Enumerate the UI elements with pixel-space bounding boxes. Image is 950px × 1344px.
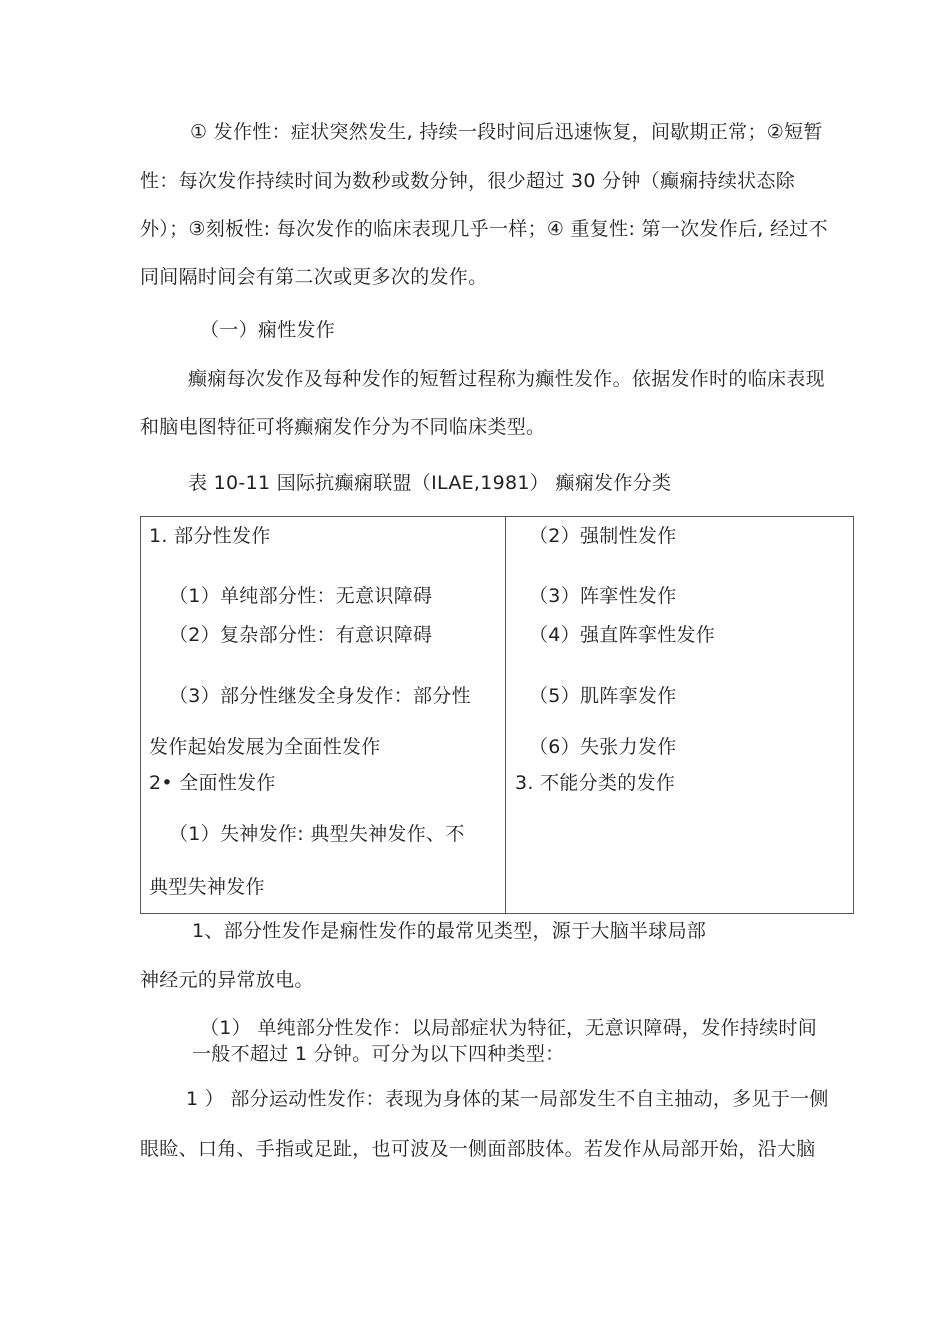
seizure-classification-table bbox=[140, 516, 854, 914]
table-cell: （3）部分性继发全身发作：部分性 bbox=[169, 685, 471, 707]
table-cell: （3）阵挛性发作 bbox=[529, 585, 677, 607]
paragraph-line: （1） 单纯部分性发作：以局部症状为特征，无意识障碍，发作持续时间 bbox=[200, 1017, 818, 1039]
table-cell: （2）复杂部分性：有意识障碍 bbox=[169, 624, 433, 646]
table-cell: （1）单纯部分性：无意识障碍 bbox=[169, 585, 433, 607]
paragraph-line: 性：每次发作持续时间为数秒或数分钟，很少超过 30 分钟（癫痫持续状态除 bbox=[140, 170, 796, 192]
table-cell: （2）强制性发作 bbox=[529, 525, 677, 547]
table-cell: 典型失神发作 bbox=[149, 876, 265, 898]
table-caption: 表 10-11 国际抗癫痫联盟（ILAE,1981） 癫痫发作分类 bbox=[188, 472, 672, 494]
paragraph-line: 和脑电图特征可将癫痫发作分为不同临床类型。 bbox=[140, 416, 546, 438]
paragraph-line: 1 ） 部分运动性发作：表现为身体的某一局部发生不自主抽动，多见于一侧 bbox=[186, 1088, 829, 1110]
table-cell: 发作起始发展为全面性发作 bbox=[149, 736, 381, 758]
section-heading: （一）痫性发作 bbox=[200, 319, 336, 341]
paragraph-line: 眼睑、口角、手指或足趾，也可波及一侧面部肢体。若发作从局部开始，沿大脑 bbox=[140, 1138, 816, 1160]
paragraph-line: 1、部分性发作是痫性发作的最常见类型，源于大脑半球局部 bbox=[192, 920, 707, 942]
table-cell: （5）肌阵挛发作 bbox=[529, 685, 677, 707]
paragraph-line: 神经元的异常放电。 bbox=[140, 969, 314, 991]
table-cell: （4）强直阵挛性发作 bbox=[529, 624, 716, 646]
table-cell: 3. 不能分类的发作 bbox=[515, 772, 676, 794]
paragraph-line: 一般不超过 1 分钟。可分为以下四种类型： bbox=[192, 1043, 565, 1065]
table-cell: （6）失张力发作 bbox=[529, 736, 677, 758]
table-divider bbox=[505, 517, 506, 913]
paragraph-line: 癫痫每次发作及每种发作的短暂过程称为癫性发作。依据发作时的临床表现 bbox=[188, 368, 825, 390]
paragraph-line: 外）；③刻板性: 每次发作的临床表现几乎一样；④ 重复性: 第一次发作后, 经过不 bbox=[140, 218, 828, 240]
table-cell: 1. 部分性发作 bbox=[149, 525, 271, 547]
paragraph-line: ① 发作性：症状突然发生, 持续一段时间后迅速恢复，间歇期正常；②短暂 bbox=[190, 121, 823, 143]
table-cell: 2• 全面性发作 bbox=[149, 772, 276, 794]
table-cell: （1）失神发作: 典型失神发作、不 bbox=[169, 823, 465, 845]
paragraph-line: 同间隔时间会有第二次或更多次的发作。 bbox=[140, 266, 488, 288]
